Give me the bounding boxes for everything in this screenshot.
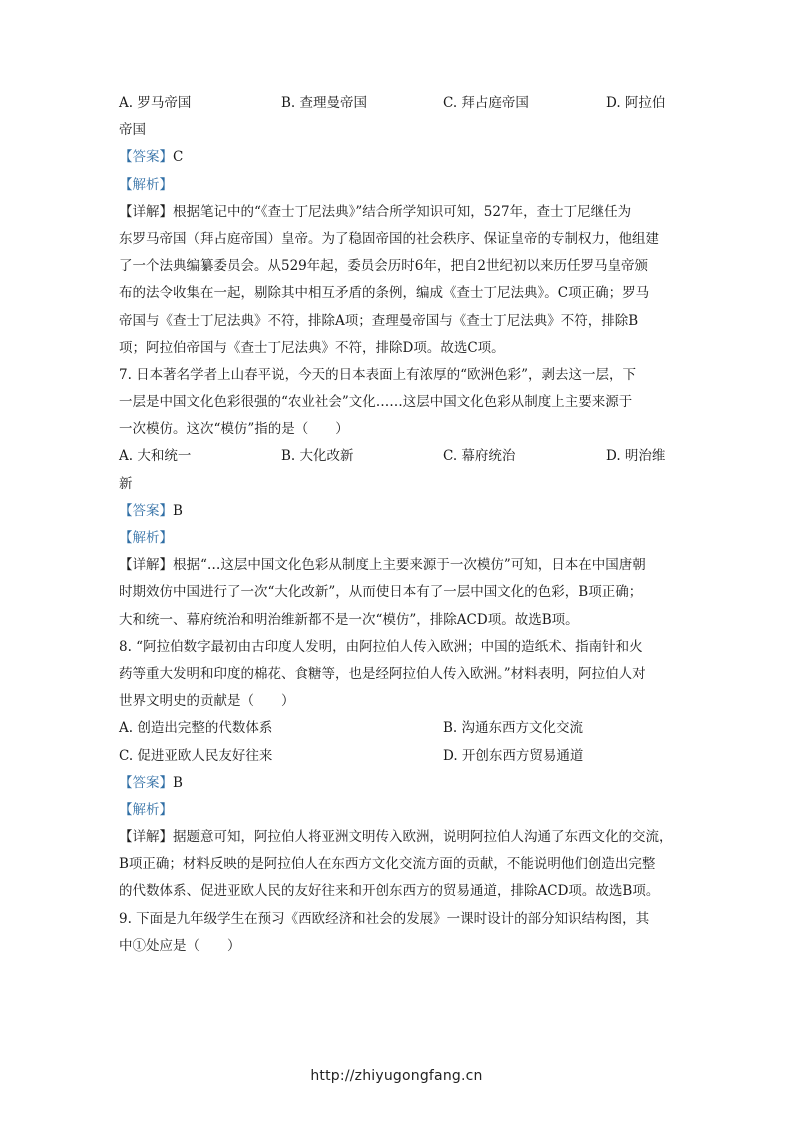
q6-option-a: A. 罗马帝国	[119, 95, 192, 111]
q6-detail-line: 帝国与《查士丁尼法典》不符，排除A项；查理曼帝国与《查士丁尼法典》不符，排除B	[119, 312, 639, 329]
q8-stem-line: 世界文明史的贡献是（ ）	[119, 693, 295, 710]
q9-stem-line: 中①处应是（ ）	[119, 937, 241, 954]
detail-tag: 【详解】	[119, 203, 173, 220]
q8-detail-line: 的代数体系、促进亚欧人民的友好往来和开创东西方的贸易通道，排除ACD项。故选B项。	[119, 883, 660, 900]
q7-option-b: B. 大化改新	[281, 448, 354, 465]
q8-detail-line	[119, 824, 675, 851]
q8-options-row	[119, 743, 675, 770]
analysis-tag: 【解析】	[119, 530, 173, 546]
analysis-tag: 【解析】	[119, 801, 173, 818]
q7-options	[119, 443, 675, 470]
q8-answer	[119, 770, 675, 797]
q8-options-row	[119, 715, 675, 742]
q8-option-d: D. 开创东西方贸易通道	[443, 747, 584, 764]
q8-option-a: A. 创造出完整的代数体系	[119, 720, 273, 737]
answer-tag: 【答案】	[119, 774, 173, 791]
q7-analysis	[119, 525, 675, 552]
answer-tag: 【答案】	[119, 149, 173, 166]
answer-value: B	[173, 774, 183, 791]
q6-detail-line: 布的法令收集在一起，剔除其中相互矛盾的条例，编成《查士丁尼法典》。C项正确；罗马	[119, 285, 650, 302]
answer-value: C	[173, 149, 184, 166]
q8-detail-line: B项正确；材料反映的是阿拉伯人在东西方文化交流方面的贡献，不能说明他们创造出完整	[119, 856, 656, 873]
q7-stem-line: 一层是中国文化色彩很强的“农业社会”文化……这层中国文化色彩从制度上主要来源于	[119, 394, 633, 411]
q6-option-d: D. 阿拉伯	[606, 95, 666, 111]
q7-answer	[119, 498, 675, 525]
detail-text: 根据“…这层中国文化色彩从制度上主要来源于一次模仿”可知，日本在中国唐朝	[173, 557, 646, 574]
q8-stem-line: 药等重大发明和印度的棉花、食糖等，也是经阿拉伯人传入欧洲。”材料表明，阿拉伯人对	[119, 665, 646, 682]
q7-option-d: D. 明治维	[606, 448, 666, 465]
q7-option-wrap: 新	[119, 475, 133, 492]
q6-detail-line: 项；阿拉伯帝国与《查士丁尼法典》不符，排除D项。故选C项。	[119, 339, 505, 356]
q6-option-c: C. 拜占庭帝国	[443, 95, 529, 111]
q8-option-b: B. 沟通东西方文化交流	[443, 720, 584, 737]
q7-detail-line: 大和统一、幕府统治和明治维新都不是一次“模仿”，排除ACD项。故选B项。	[119, 611, 579, 628]
q7-option-a: A. 大和统一	[119, 448, 192, 465]
footer-url: http://zhiyugongfang.cn	[310, 1068, 483, 1084]
q6-analysis	[119, 172, 675, 199]
q6-option-b: B. 查理曼帝国	[281, 95, 368, 111]
detail-tag: 【详解】	[119, 829, 173, 846]
q6-option-wrap: 帝国	[119, 122, 146, 139]
q7-stem-line: 7. 日本著名学者上山春平说，今天的日本表面上有浓厚的“欧洲色彩”，剥去这一层，下	[119, 366, 636, 383]
detail-text: 据题意可知，阿拉伯人将亚洲文明传入欧洲，说明阿拉伯人沟通了东西文化的交流，	[173, 829, 673, 846]
q7-detail-line	[119, 552, 675, 579]
analysis-tag: 【解析】	[119, 176, 173, 193]
document-page	[119, 90, 675, 960]
q7-option-c: C. 幕府统治	[443, 448, 516, 465]
q8-stem-line: 8. “阿拉伯数字最初由古印度人发明，由阿拉伯人传入欧洲；中国的造纸术、指南针和火	[119, 638, 643, 655]
q6-detail-line	[119, 199, 675, 226]
q8-option-c: C. 促进亚欧人民友好往来	[119, 747, 273, 764]
q7-detail-line: 时期效仿中国进行了一次“大化改新”，从而使日本有了一层中国文化的色彩，B项正确；	[119, 584, 643, 601]
q9-stem-line: 9. 下面是九年级学生在预习《西欧经济和社会的发展》一课时设计的部分知识结构图，其	[119, 910, 650, 927]
answer-tag: 【答案】	[119, 502, 173, 519]
q6-detail-line: 了一个法典编纂委员会。从529年起，委员会历时6年，把自2世纪初以来历任罗马皇帝颁	[119, 258, 648, 275]
q8-analysis	[119, 797, 675, 824]
detail-text: 根据笔记中的“《查士丁尼法典》”结合所学知识可知，527年，查士丁尼继任为	[173, 203, 632, 220]
q7-stem-line: 一次模仿。这次“模仿”指的是（ ）	[119, 421, 349, 438]
q6-answer	[119, 144, 675, 171]
q6-options	[119, 90, 675, 117]
answer-value: B	[173, 502, 183, 519]
q6-detail-line: 东罗马帝国（拜占庭帝国）皇帝。为了稳固帝国的社会秩序、保证皇帝的专制权力，他组建	[119, 230, 659, 247]
detail-tag: 【详解】	[119, 557, 173, 574]
